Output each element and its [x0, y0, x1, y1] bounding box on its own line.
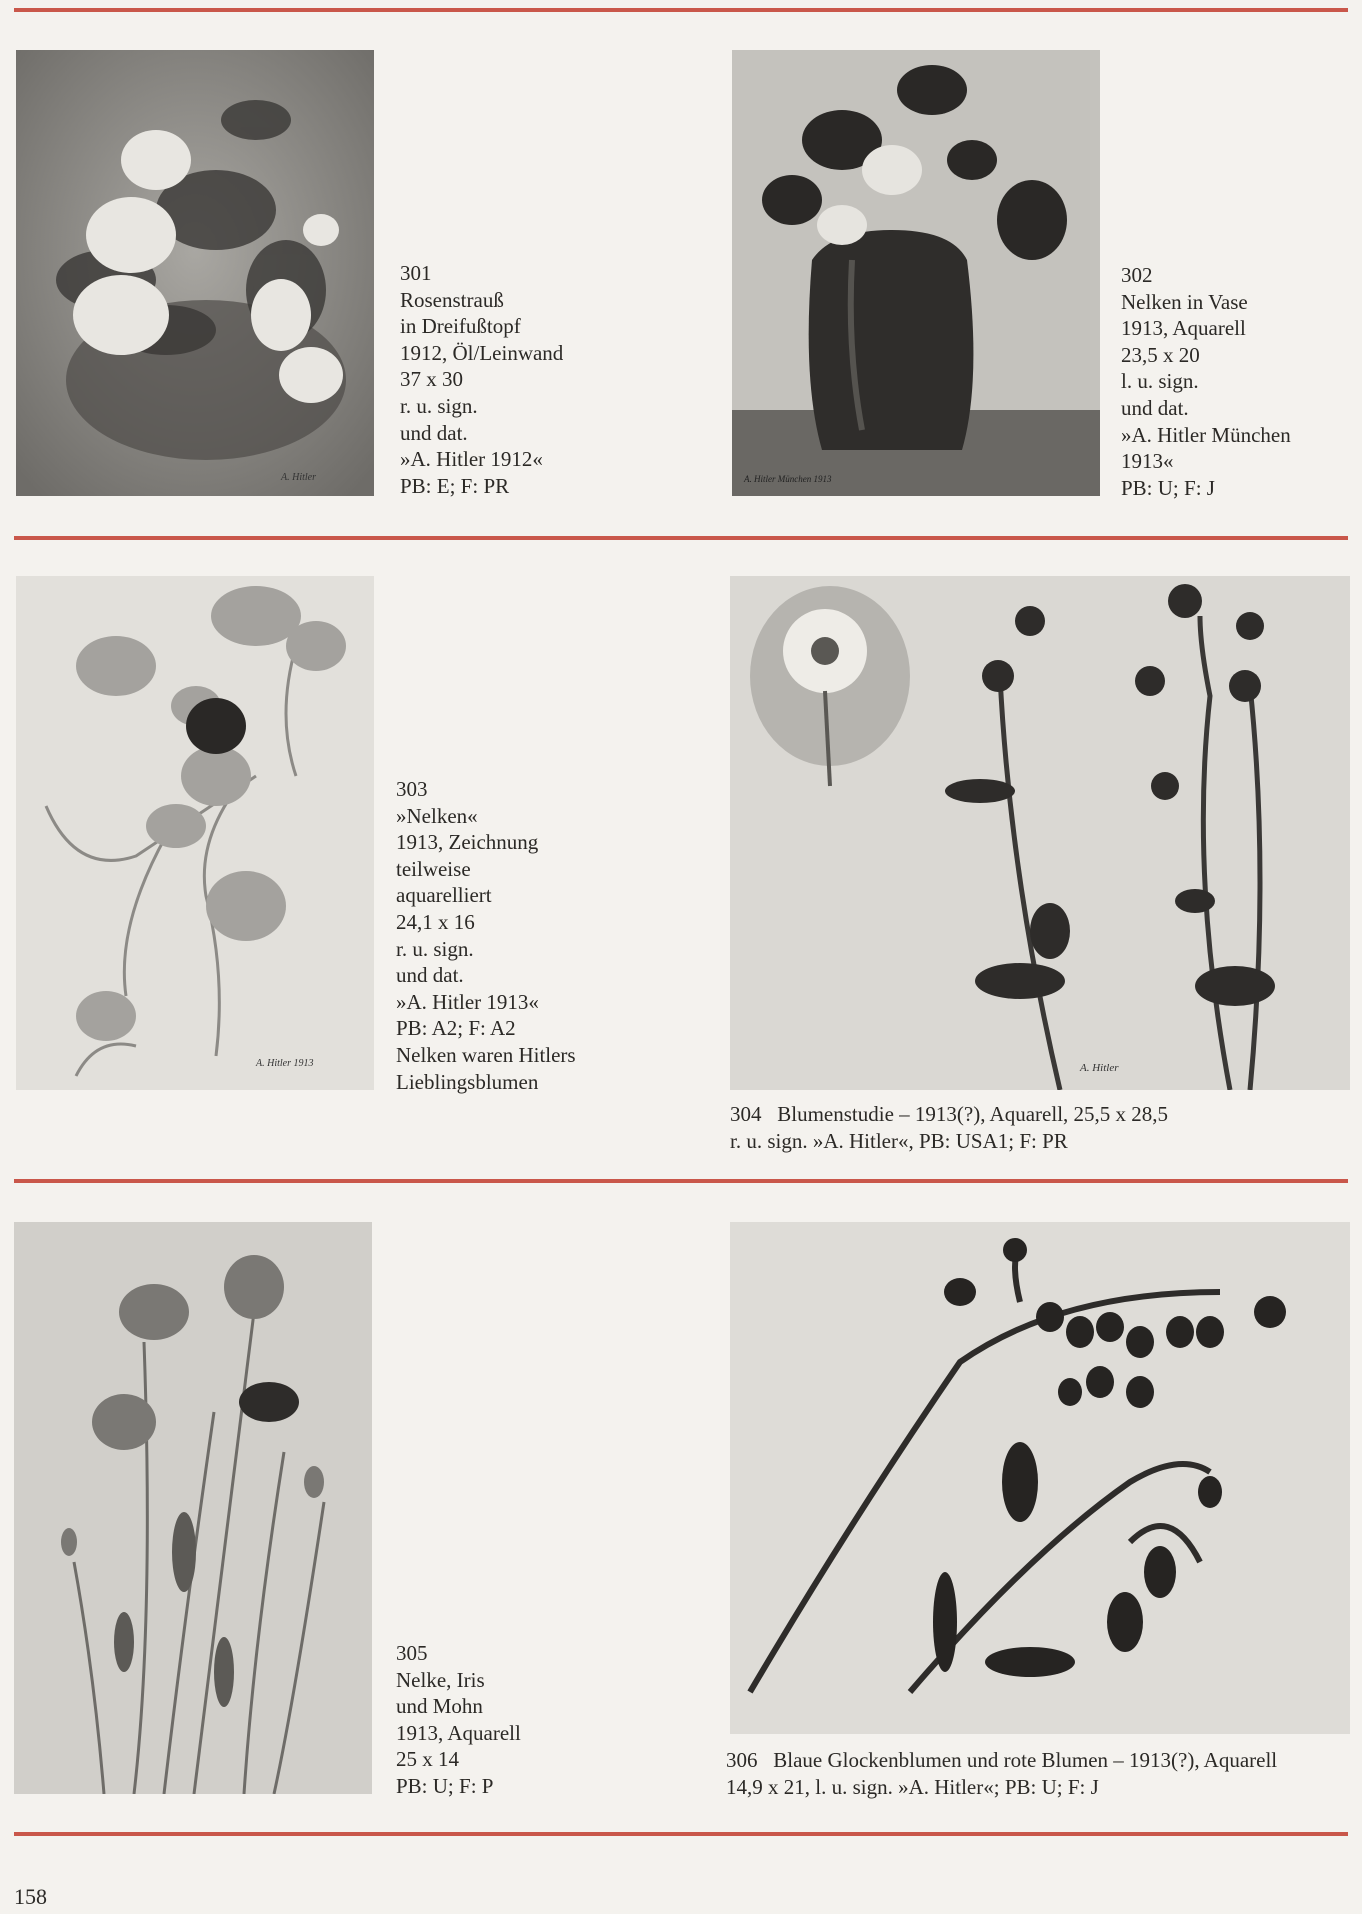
- caption-302-line: Nelken in Vase: [1121, 289, 1248, 314]
- bottom-rule: [14, 1832, 1348, 1836]
- caption-302-line: »A. Hitler München: [1121, 422, 1291, 447]
- caption-306: [726, 1747, 1277, 1801]
- caption-303-line: r. u. sign.: [396, 936, 474, 961]
- caption-303-line: Nelken waren Hitlers: [396, 1042, 576, 1067]
- caption-302: [1121, 262, 1291, 501]
- caption-302-line: 1913, Aquarell: [1121, 316, 1246, 341]
- top-rule: [14, 8, 1348, 12]
- caption-305-line: Nelke, Iris: [396, 1667, 485, 1692]
- plate-302-image: [732, 50, 1100, 496]
- caption-302-line: PB: U; F: J: [1121, 475, 1215, 500]
- caption-302-line: 23,5 x 20: [1121, 342, 1200, 367]
- caption-301-line: und dat.: [400, 420, 468, 445]
- plate-304-signature: A. Hitler: [1080, 1062, 1119, 1074]
- caption-301-line: Rosenstrauß: [400, 287, 504, 312]
- caption-303-line: PB: A2; F: A2: [396, 1016, 516, 1041]
- caption-303: [396, 776, 576, 1095]
- caption-305-line: 305: [396, 1641, 428, 1665]
- divider-rule-2: [14, 1179, 1348, 1183]
- plate-304-image: [730, 576, 1350, 1090]
- plate-301-signature: A. Hitler: [281, 472, 316, 483]
- caption-306-line: 306 Blaue Glockenblumen und rote Blumen – 1913(?), Aquarell: [726, 1748, 1278, 1772]
- caption-304: [730, 1101, 1168, 1155]
- caption-303-line: aquarelliert: [396, 883, 492, 908]
- plate-301-image: [16, 50, 374, 496]
- divider-rule-1: [14, 536, 1348, 540]
- caption-301-line: »A. Hitler 1912«: [400, 447, 543, 472]
- caption-301-line: in Dreifußtopf: [400, 314, 521, 339]
- plate-305-image: [14, 1222, 372, 1794]
- caption-303-line: und dat.: [396, 963, 464, 988]
- caption-303-line: 303: [396, 777, 428, 801]
- caption-301: [400, 260, 563, 499]
- caption-303-line: 1913, Zeichnung: [396, 830, 539, 855]
- caption-301-line: PB: E; F: PR: [400, 473, 510, 498]
- caption-303-line: 24,1 x 16: [396, 909, 475, 934]
- caption-302-line: und dat.: [1121, 395, 1189, 420]
- caption-305-line: 1913, Aquarell: [396, 1720, 521, 1745]
- caption-301-line: 1912, Öl/Leinwand: [400, 340, 564, 365]
- caption-304-line: r. u. sign. »A. Hitler«, PB: USA1; F: PR: [730, 1129, 1068, 1153]
- caption-302-line: 1913«: [1121, 449, 1174, 474]
- caption-303-line: teilweise: [396, 856, 471, 881]
- page-number: 158: [14, 1884, 47, 1909]
- plate-302-signature: A. Hitler München 1913: [744, 474, 832, 484]
- caption-301-line: 301: [400, 261, 432, 285]
- plate-303-signature: A. Hitler 1913: [256, 1058, 314, 1069]
- caption-305-line: PB: U; F: P: [396, 1773, 494, 1798]
- caption-301-line: 37 x 30: [400, 367, 463, 392]
- caption-303-line: »A. Hitler 1913«: [396, 989, 539, 1014]
- caption-305-line: 25 x 14: [396, 1747, 459, 1772]
- caption-303-line: Lieblingsblumen: [396, 1069, 539, 1094]
- caption-305-line: und Mohn: [396, 1694, 483, 1719]
- plate-303-image: [16, 576, 374, 1090]
- caption-303-line: »Nelken«: [396, 803, 478, 828]
- caption-301-line: r. u. sign.: [400, 393, 478, 418]
- caption-306-line: 14,9 x 21, l. u. sign. »A. Hitler«; PB: U; F: J: [726, 1775, 1099, 1799]
- plate-306-image: [730, 1222, 1350, 1734]
- caption-302-line: 302: [1121, 263, 1153, 287]
- caption-305: [396, 1640, 521, 1800]
- caption-302-line: l. u. sign.: [1121, 369, 1199, 394]
- caption-304-line: 304 Blumenstudie – 1913(?), Aquarell, 25,5 x 28,5: [730, 1102, 1169, 1126]
